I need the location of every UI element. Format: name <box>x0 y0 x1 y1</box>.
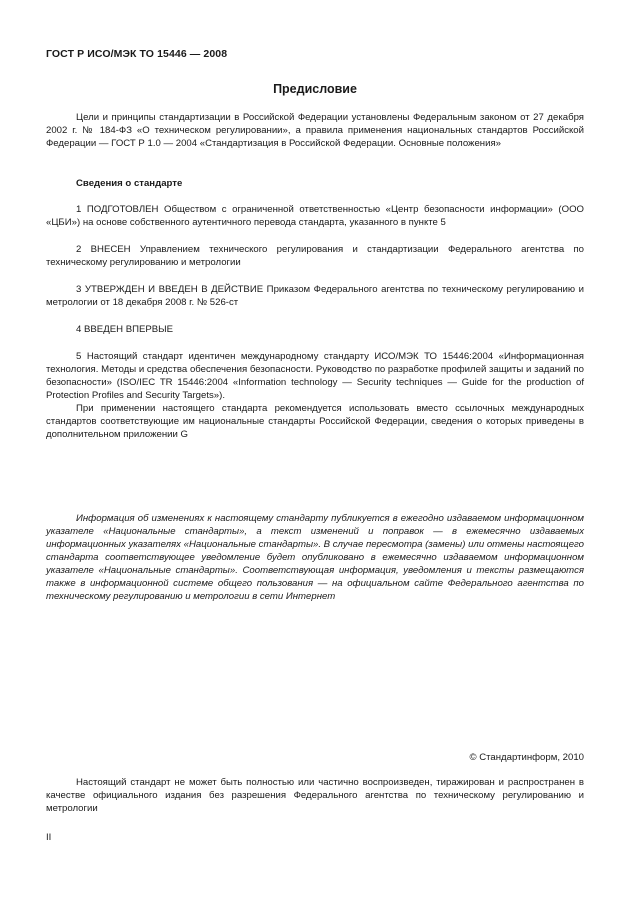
page-number: II <box>46 832 52 843</box>
item-5 <box>46 350 584 441</box>
intro-paragraph <box>46 111 584 150</box>
item-1-text: 1 ПОДГОТОВЛЕН Обществом с ограниченной ответственностью «Центр безопасности информации» (ООО «ЦБИ») на основе собственного аутентичного перевода стандарта, указанного в пункте 5 <box>46 204 584 228</box>
item-2-text: 2 ВНЕСЕН Управлением технического регулирования и стандартизации Федерального агентства по техническому регулированию и метрологии <box>46 244 584 268</box>
changes-notice-text: Информация об изменениях к настоящему стандарту публикуется в ежегодно издаваемом информационном указателе «Национальные стандарты», а текст изменений и поправок — в ежемесячно издаваемых информационных указателях «Национальные стандарты». В случае пересмотра (замены) или отмены настоящего стандарта соответствующее уведомление будет опубликовано в ежемесячно издаваемом информационном указателе «Национальные стандарты». Соответствующая информация, уведомления и тексты размещаются также в информационной системе общего пользования — на официальном сайте Федерального агентства по техническому регулированию и метрологии в сети Интернет <box>46 513 584 602</box>
page-title: Предисловие <box>273 82 357 96</box>
item-2 <box>46 243 584 269</box>
item-3 <box>46 283 584 309</box>
rights-notice <box>46 776 584 815</box>
item-3-text: 3 УТВЕРЖДЕН И ВВЕДЕН В ДЕЙСТВИЕ Приказом Федерального агентства по техническому регулированию и метрологии от 18 декабря 2008 г. № 526-ст <box>46 284 584 308</box>
item-1 <box>46 203 584 229</box>
standard-info-heading: Сведения о стандарте <box>76 178 183 189</box>
document-header: ГОСТ Р ИСО/МЭК ТО 15446 — 2008 <box>46 48 228 60</box>
item-5-note: При применении настоящего стандарта рекомендуется использовать вместо ссылочных международных стандартов соответствующие им национальные стандарты Российской Федерации, сведения о которых приведены в дополнительном приложении G <box>46 403 584 440</box>
rights-notice-text: Настоящий стандарт не может быть полностью или частично воспроизведен, тиражирован и распространен в качестве официального издания без разрешения Федерального агентства по техническому регулированию и метрологии <box>46 777 584 814</box>
intro-text: Цели и принципы стандартизации в Российской Федерации установлены Федеральным законом от 27 декабря 2002 г. № 184-ФЗ «О техническом регулировании», а правила применения национальных стандартов Российской Федерации — ГОСТ Р 1.0 — 2004 «Стандартизация в Российской Федерации. Основные положения» <box>46 112 584 149</box>
copyright-line: © Стандартинформ, 2010 <box>469 752 584 763</box>
changes-notice <box>46 512 584 603</box>
item-5-text: 5 Настоящий стандарт идентичен международному стандарту ИСО/МЭК ТО 15446:2004 «Информационная технология. Методы и средства обеспечения безопасности. Руководство по разработке профилей защиты и заданий по безопасности» (ISO/IEC TR 15446:2004 «Information technology — Security techniques — Guide for the production of Protection Profiles and Security Targets»). <box>46 351 584 401</box>
item-4-text: 4 ВВЕДЕН ВПЕРВЫЕ <box>76 324 174 335</box>
item-4 <box>46 323 584 336</box>
